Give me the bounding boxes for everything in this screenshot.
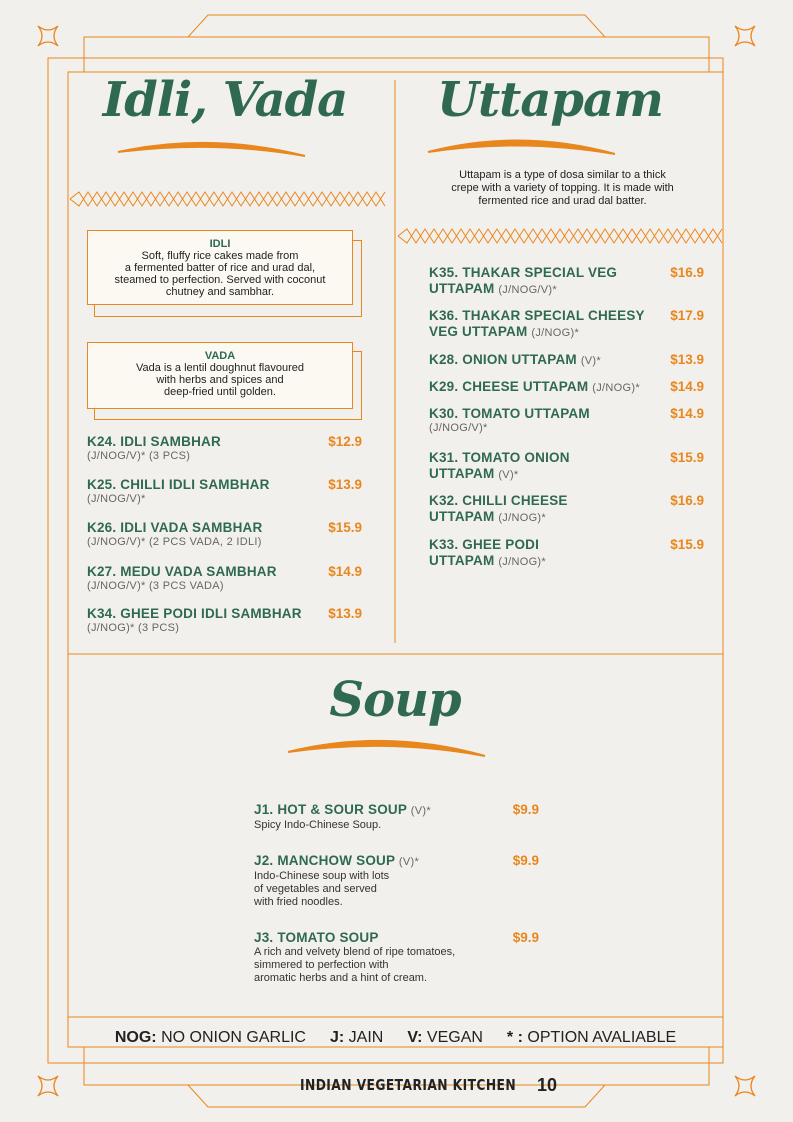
item-price: $14.9 [328,564,362,579]
soup-heading: Soup [329,672,461,728]
vada-card-title: VADA [204,350,236,362]
menu-item: K24. IDLI SAMBHAR (J/NOG/V)* (3 PCS) $12.9 [87,434,362,462]
legend-jain: J: JAIN [329,1029,384,1046]
legend-option: * : OPTION AVALIABLE [506,1029,677,1046]
item-price: $16.9 [670,265,704,280]
item-price: $14.9 [670,406,704,421]
menu-item: K32. CHILLI CHEESE UTTAPAM (J/NOG)* $16.9 [429,493,704,524]
menu-item: K29. CHEESE UTTAPAM (J/NOG)* $14.9 [429,379,704,394]
menu-item: K34. GHEE PODI IDLI SAMBHAR (J/NOG)* (3 PCS) $13.9 [87,606,362,634]
legend-vegan: V: VEGAN [407,1029,483,1046]
item-price: $13.9 [328,606,362,621]
soup-item: J3. TOMATO SOUP A rich and velvety blend of ripe tomatoes, simmered to perfection with aromatic herbs and a hint of cream. $9.9 [254,930,539,984]
menu-item: K35. THAKAR SPECIAL VEG UTTAPAM (J/NOG/V)* $16.9 [429,265,704,296]
idli-vada-heading: Idli, Vada [102,72,348,128]
footer-brand: INDIAN VEGETARIAN KITCHEN [300,1076,517,1094]
item-price: $15.9 [670,450,704,465]
item-price: $13.9 [328,477,362,492]
item-price: $14.9 [670,379,704,394]
item-price: $16.9 [670,493,704,508]
vada-card: VADA Vada is a lentil doughnut flavoured with herbs and spices and deep-fried until golden. [87,342,353,409]
item-price: $13.9 [670,352,704,367]
page-number: 10 [537,1075,558,1095]
item-price: $9.9 [512,853,539,868]
item-price: $9.9 [512,802,539,817]
soup-item: J1. HOT & SOUR SOUP (V)* Spicy Indo-Chinese Soup. $9.9 [254,802,539,831]
item-price: $12.9 [328,434,362,449]
menu-item: K36. THAKAR SPECIAL CHEESY VEG UTTAPAM (J/NOG)* $17.9 [429,308,704,339]
menu-item: K26. IDLI VADA SAMBHAR (J/NOG/V)* (2 PCS VADA, 2 IDLI) $15.9 [87,520,362,548]
uttapam-heading: Uttapam [437,72,663,128]
legend-nog: NOG: NO ONION GARLIC [114,1029,306,1046]
item-price: $15.9 [670,537,704,552]
menu-item: K33. GHEE PODI UTTAPAM (J/NOG)* $15.9 [429,537,704,568]
uttapam-description: Uttapam is a type of dosa similar to a thick crepe with a variety of topping. It is made with fermented rice and urad dal batter. [451,169,674,207]
legend [68,1029,723,1047]
menu-item: K28. ONION UTTAPAM (V)* $13.9 [429,352,704,367]
menu-item: K31. TOMATO ONION UTTAPAM (V)* $15.9 [429,450,704,481]
item-price: $17.9 [670,308,704,323]
idli-card-title: IDLI [209,238,231,250]
item-price: $9.9 [512,930,539,945]
menu-item: K25. CHILLI IDLI SAMBHAR (J/NOG/V)* $13.9 [87,477,362,505]
idli-card: IDLI Soft, fluffy rice cakes made from a fermented batter of rice and urad dal, steamed to perfection. Served with coconut chutney and sambhar. [87,230,353,305]
soup-item: J2. MANCHOW SOUP (V)* Indo-Chinese soup with lots of vegetables and served with fried noodles. $9.9 [254,853,539,908]
item-price: $15.9 [328,520,362,535]
menu-item: K30. TOMATO UTTAPAM (J/NOG/V)* $14.9 [429,406,704,434]
menu-item: K27. MEDU VADA SAMBHAR (J/NOG/V)* (3 PCS VADA) $14.9 [87,564,362,592]
